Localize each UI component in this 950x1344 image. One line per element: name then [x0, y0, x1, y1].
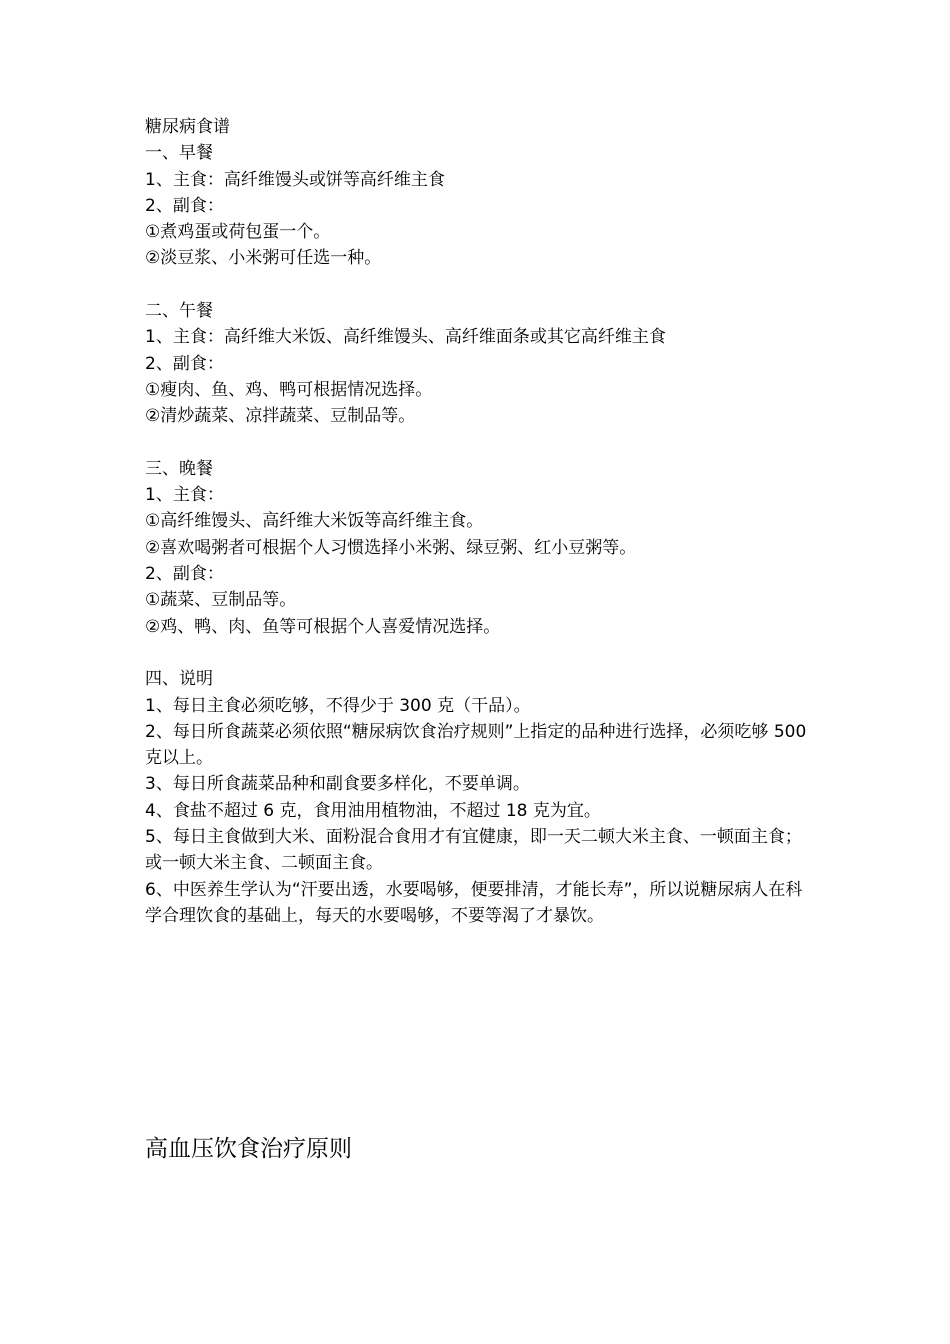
- document-body: [145, 114, 810, 929]
- notes-line: 3、每日所食蔬菜品种和副食要多样化，不要单调。: [145, 774, 530, 795]
- dinner-line: 2、副食：: [145, 564, 224, 585]
- dinner-heading: 三、晚餐: [145, 458, 213, 479]
- lunch-line: ①瘦肉、鱼、鸡、鸭可根据情况选择。: [145, 379, 433, 400]
- dinner-line: ②鸡、鸭、肉、鱼等可根据个人喜爱情况选择。: [145, 616, 501, 637]
- dinner-line: 1、主食：: [145, 485, 224, 506]
- lunch-heading: 二、午餐: [145, 301, 213, 322]
- section-spacer: [145, 272, 810, 298]
- notes-line: 5、每日主食做到大米、面粉混合食用才有宜健康，即一天二顿大米主食、一顿面主食；或一顿大米主食、二顿面主食。: [145, 827, 802, 874]
- breakfast-line: 1、主食：高纤维馒头或饼等高纤维主食: [145, 169, 445, 190]
- notes-line: 1、每日主食必须吃够，不得少于 300 克（干品）。: [145, 695, 531, 716]
- lunch-line: ②清炒蔬菜、凉拌蔬菜、豆制品等。: [145, 406, 416, 427]
- dinner-section: [145, 456, 810, 640]
- notes-line: 6、中医养生学认为“汗要出透，水要喝够，便要排清，才能长寿”，所以说糖尿病人在科学合理饮食的基础上，每天的水要喝够，不要等渴了才暴饮。: [145, 879, 803, 926]
- lunch-line: 1、主食：高纤维大米饭、高纤维馒头、高纤维面条或其它高纤维主食: [145, 327, 666, 348]
- lunch-line: 2、副食：: [145, 353, 224, 374]
- breakfast-heading: 一、早餐: [145, 143, 213, 164]
- notes-line: 4、食盐不超过 6 克，食用油用植物油，不超过 18 克为宜。: [145, 800, 601, 821]
- lunch-section: [145, 298, 810, 429]
- breakfast-line: ①煮鸡蛋或荷包蛋一个。: [145, 222, 331, 243]
- section-spacer: [145, 430, 810, 456]
- next-section-title: 高血压饮食治疗原则: [145, 1136, 352, 1162]
- notes-line: 2、每日所食蔬菜必须依照“糖尿病饮食治疗规则”上指定的品种进行选择，必须吃够 500 克以上。: [145, 721, 807, 769]
- section-spacer: [145, 640, 810, 666]
- dinner-line: ②喜欢喝粥者可根据个人习惯选择小米粥、绿豆粥、红小豆粥等。: [145, 537, 637, 558]
- breakfast-line: ②淡豆浆、小米粥可任选一种。: [145, 248, 382, 269]
- dinner-line: ①蔬菜、豆制品等。: [145, 590, 297, 611]
- notes-heading: 四、说明: [145, 669, 213, 690]
- notes-section: [145, 666, 810, 929]
- document-title: 糖尿病食谱: [145, 117, 230, 137]
- breakfast-section: [145, 140, 810, 271]
- breakfast-line: 2、副食：: [145, 195, 224, 216]
- dinner-line: ①高纤维馒头、高纤维大米饭等高纤维主食。: [145, 511, 484, 532]
